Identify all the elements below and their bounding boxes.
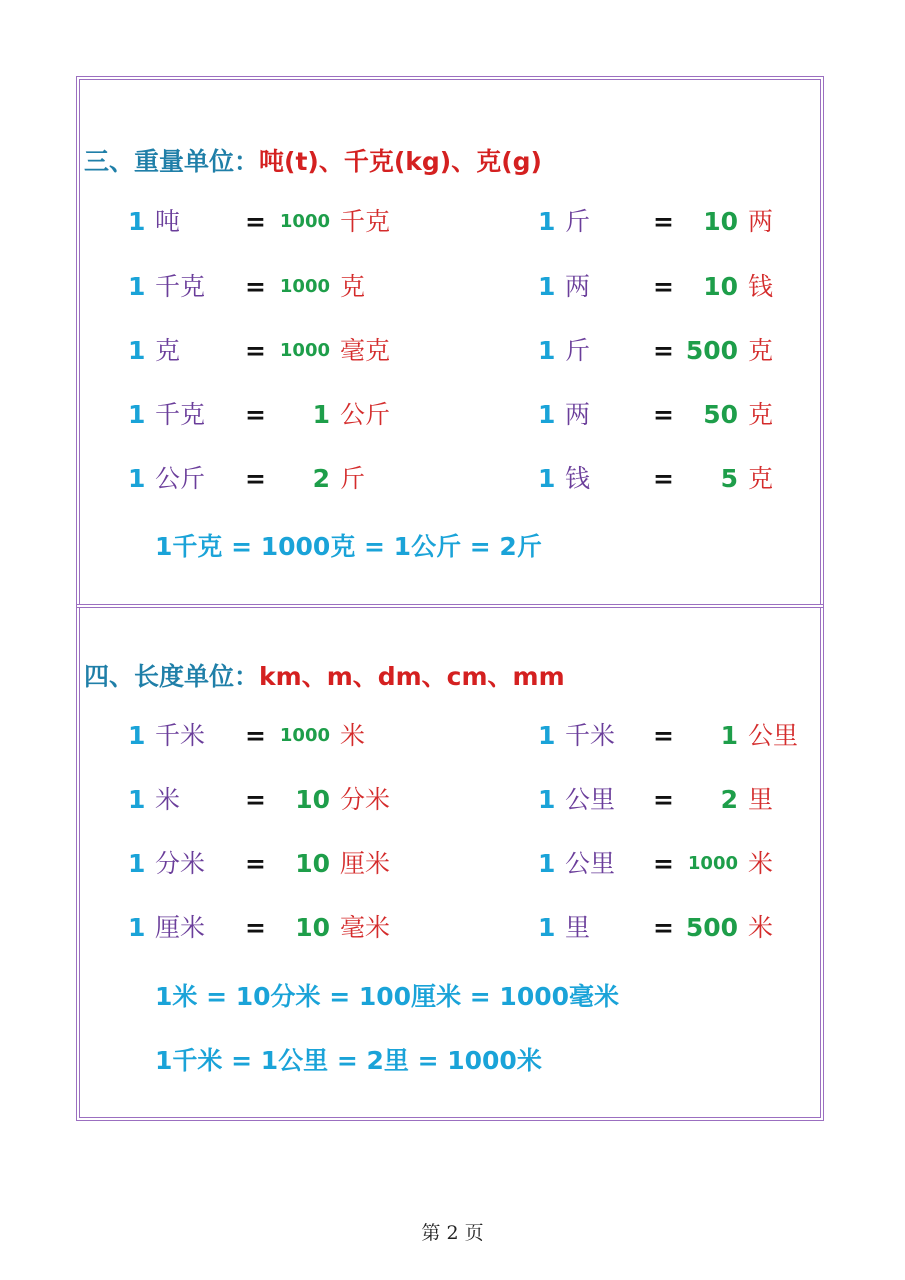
target-unit: 克 (340, 272, 366, 301)
converted-value: 10 (703, 272, 738, 301)
source-unit: 千米 (565, 721, 616, 750)
equals-sign: = (653, 913, 674, 942)
source-unit: 千克 (155, 400, 206, 429)
equals-sign: = (653, 400, 674, 429)
target-unit: 公里 (748, 721, 799, 750)
section-4-units: km、m、dm、cm、mm (259, 662, 565, 691)
source-unit: 米 (155, 785, 181, 814)
equals-sign: = (245, 272, 266, 301)
target-unit: 米 (748, 849, 774, 878)
quantity: 1 (128, 849, 146, 878)
quantity: 1 (538, 721, 556, 750)
equals-sign: = (245, 336, 266, 365)
quantity: 1 (538, 464, 556, 493)
converted-value: 1000 (279, 340, 330, 361)
target-unit: 两 (748, 207, 774, 236)
conversion-row (0, 844, 905, 884)
equals-sign: = (653, 207, 674, 236)
quantity: 1 (128, 721, 146, 750)
converted-value: 500 (685, 913, 738, 942)
source-unit: 吨 (155, 207, 181, 236)
source-unit: 公里 (565, 785, 616, 814)
equals-sign: = (653, 785, 674, 814)
converted-value: 1 (720, 721, 738, 750)
converted-value: 10 (295, 849, 330, 878)
source-unit: 千克 (155, 272, 206, 301)
section-4-heading (84, 657, 565, 693)
conversion-row (0, 331, 905, 371)
quantity: 1 (128, 464, 146, 493)
source-unit: 克 (155, 336, 181, 365)
quantity: 1 (538, 336, 556, 365)
converted-value: 2 (720, 785, 738, 814)
summary-equation: 1千米 = 1公里 = 2里 = 1000米 (155, 1046, 542, 1075)
converted-value: 1 (312, 400, 330, 429)
target-unit: 毫米 (340, 913, 391, 942)
source-unit: 公斤 (155, 464, 206, 493)
target-unit: 毫克 (340, 336, 391, 365)
conversion-row (0, 908, 905, 948)
converted-value: 1000 (279, 211, 330, 232)
converted-value: 10 (703, 207, 738, 236)
quantity: 1 (128, 400, 146, 429)
quantity: 1 (538, 272, 556, 301)
converted-value: 1000 (279, 276, 330, 297)
source-unit: 千米 (155, 721, 206, 750)
equals-sign: = (245, 207, 266, 236)
equals-sign: = (245, 464, 266, 493)
conversion-row (0, 202, 905, 242)
equals-sign: = (653, 272, 674, 301)
equals-sign: = (653, 849, 674, 878)
conversion-row (0, 395, 905, 435)
summary-equation: 1千克 = 1000克 = 1公斤 = 2斤 (155, 532, 542, 561)
target-unit: 钱 (748, 272, 774, 301)
target-unit: 克 (748, 400, 774, 429)
quantity: 1 (538, 785, 556, 814)
source-unit: 厘米 (155, 913, 206, 942)
quantity: 1 (128, 785, 146, 814)
source-unit: 里 (565, 913, 591, 942)
conversion-row (0, 716, 905, 756)
source-unit: 公里 (565, 849, 616, 878)
quantity: 1 (128, 207, 146, 236)
conversion-row (0, 780, 905, 820)
target-unit: 米 (340, 721, 366, 750)
equals-sign: = (245, 400, 266, 429)
source-unit: 两 (565, 400, 591, 429)
equals-sign: = (245, 785, 266, 814)
section-3-title: 三、重量单位： (84, 147, 260, 176)
quantity: 1 (538, 400, 556, 429)
source-unit: 斤 (565, 207, 591, 236)
equals-sign: = (245, 913, 266, 942)
target-unit: 克 (748, 336, 774, 365)
converted-value: 10 (295, 913, 330, 942)
section-4-title: 四、长度单位： (84, 662, 260, 691)
equals-sign: = (653, 336, 674, 365)
summary-equation: 1米 = 10分米 = 100厘米 = 1000毫米 (155, 982, 620, 1011)
conversion-row (0, 459, 905, 499)
section-3-heading (84, 142, 542, 178)
quantity: 1 (128, 272, 146, 301)
source-unit: 斤 (565, 336, 591, 365)
equals-sign: = (245, 849, 266, 878)
quantity: 1 (538, 849, 556, 878)
converted-value: 1000 (687, 853, 738, 874)
converted-value: 5 (720, 464, 738, 493)
conversion-row (0, 267, 905, 307)
section-3-units: 吨(t)、千克(kg)、克(g) (259, 147, 542, 176)
quantity: 1 (538, 913, 556, 942)
page-number: 第 2 页 (421, 1222, 484, 1244)
equals-sign: = (653, 464, 674, 493)
target-unit: 厘米 (340, 849, 391, 878)
converted-value: 1000 (279, 725, 330, 746)
target-unit: 千克 (340, 207, 391, 236)
quantity: 1 (538, 207, 556, 236)
source-unit: 两 (565, 272, 591, 301)
target-unit: 分米 (340, 785, 391, 814)
converted-value: 10 (295, 785, 330, 814)
equals-sign: = (245, 721, 266, 750)
target-unit: 克 (748, 464, 774, 493)
equals-sign: = (653, 721, 674, 750)
converted-value: 500 (685, 336, 738, 365)
source-unit: 钱 (565, 464, 591, 493)
converted-value: 50 (703, 400, 738, 429)
target-unit: 斤 (340, 464, 366, 493)
source-unit: 分米 (155, 849, 206, 878)
target-unit: 米 (748, 913, 774, 942)
quantity: 1 (128, 913, 146, 942)
target-unit: 里 (748, 785, 774, 814)
quantity: 1 (128, 336, 146, 365)
converted-value: 2 (312, 464, 330, 493)
target-unit: 公斤 (340, 400, 391, 429)
